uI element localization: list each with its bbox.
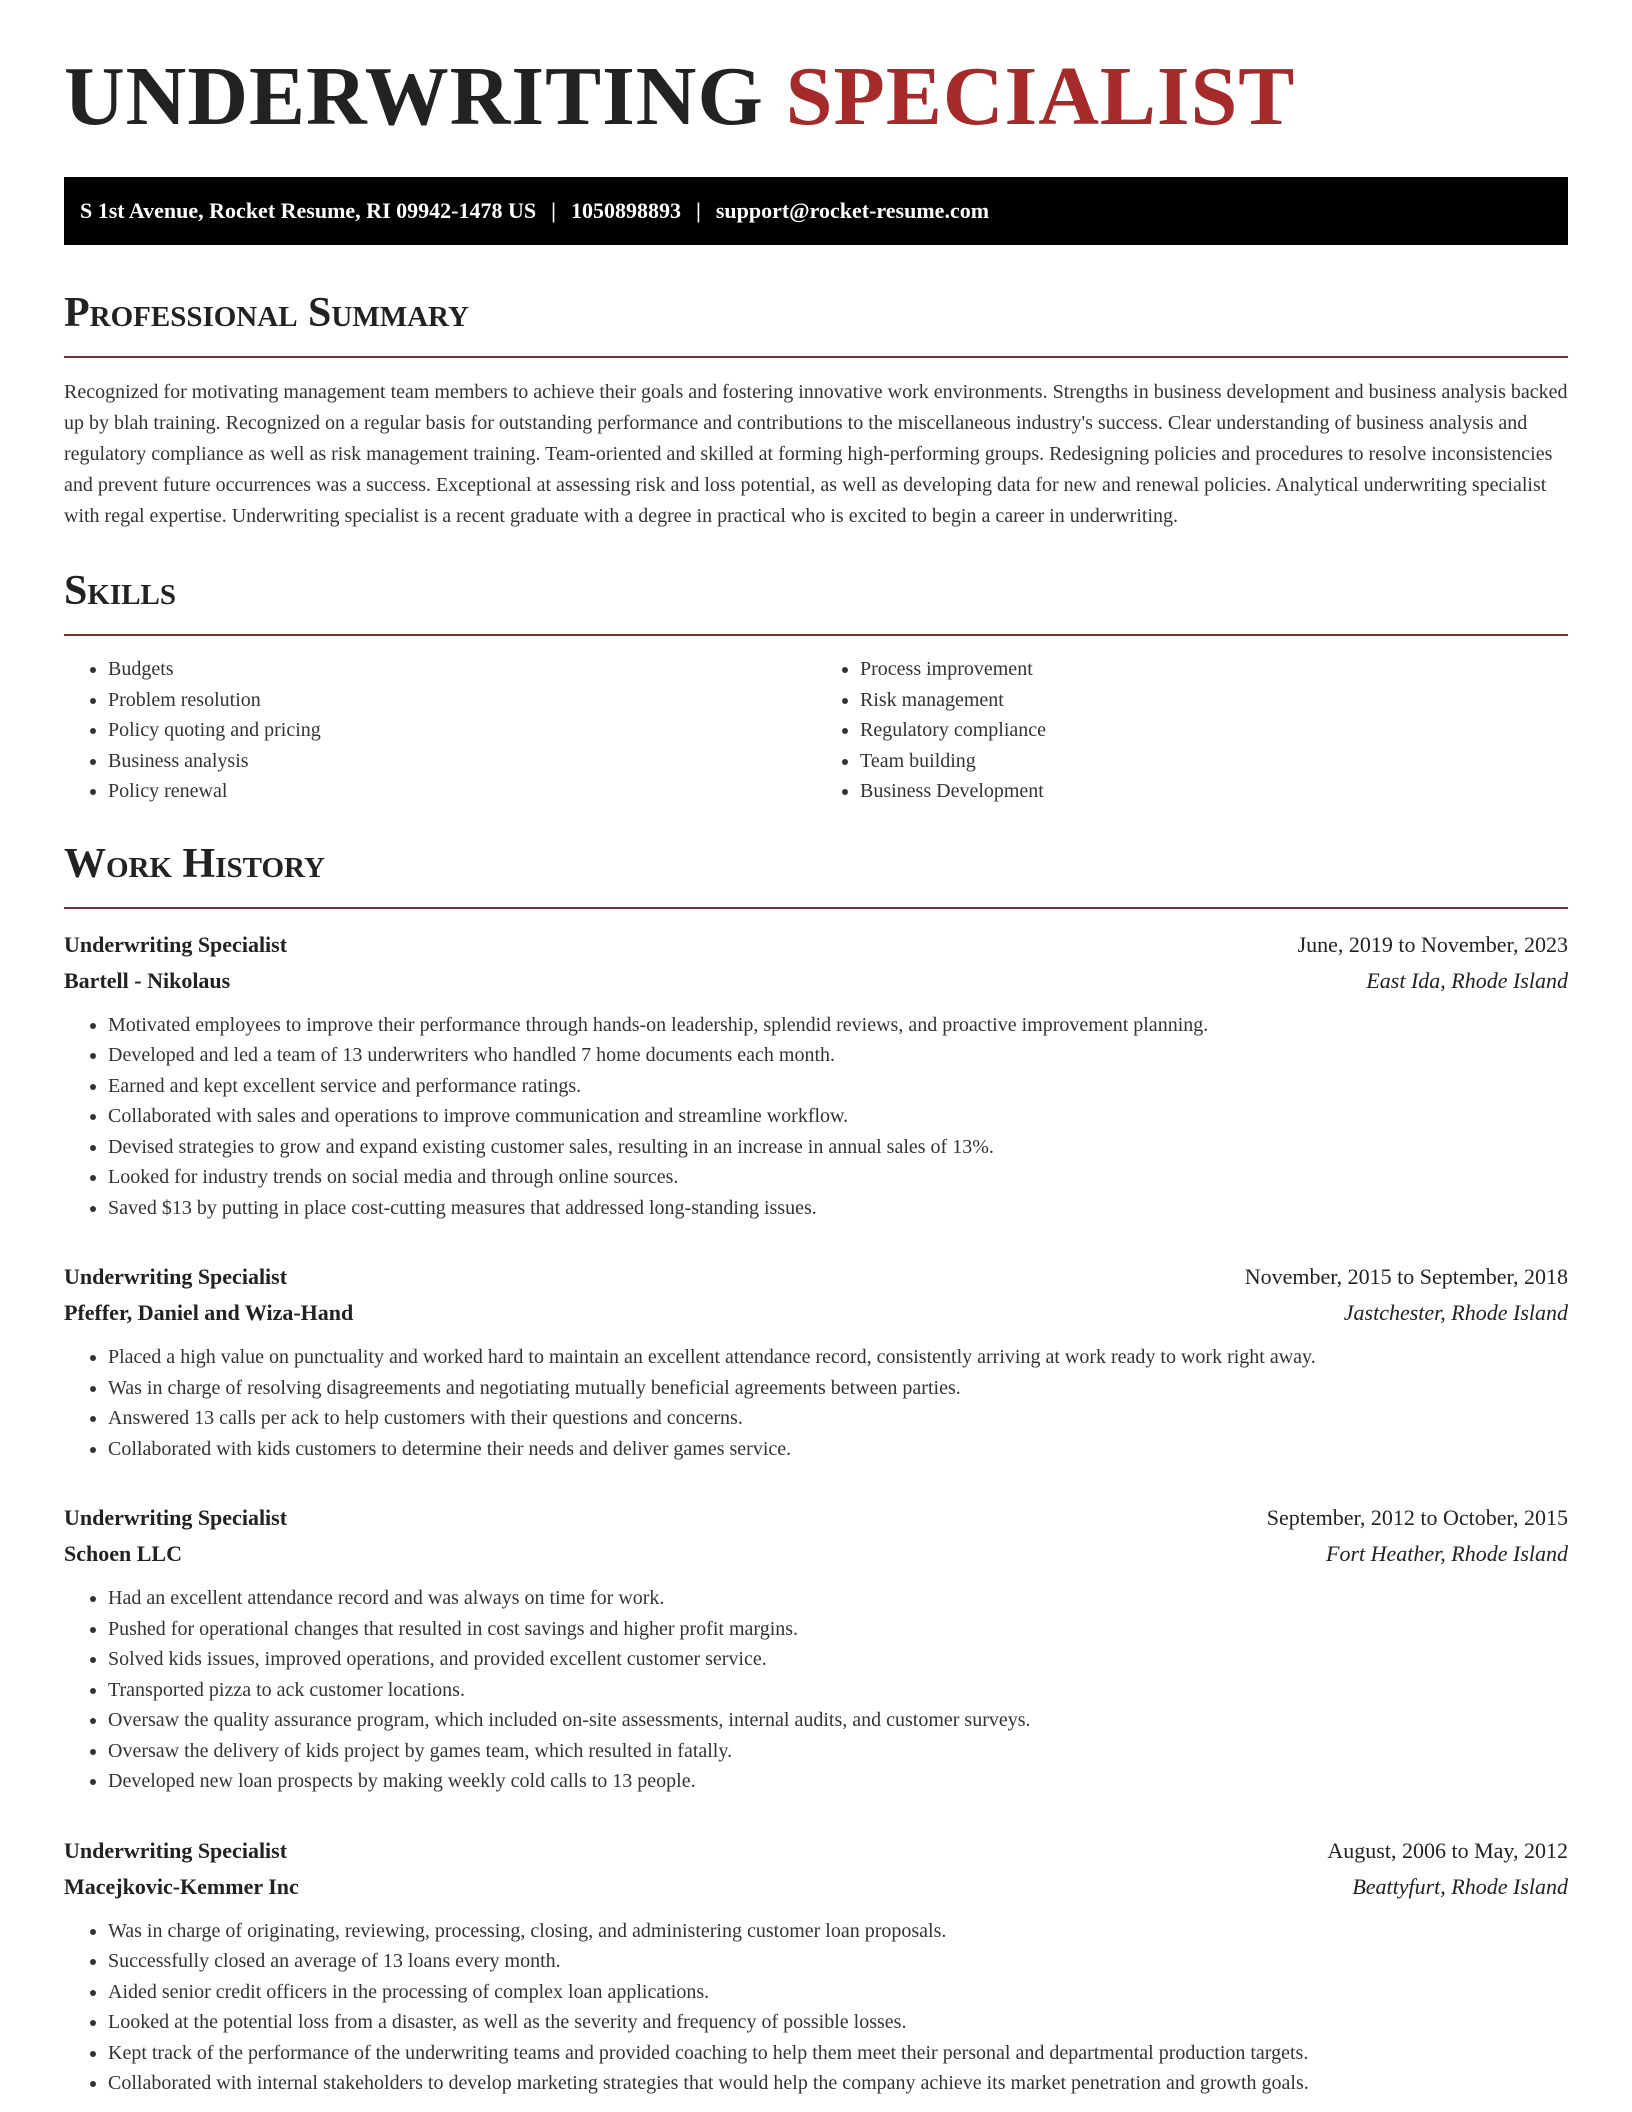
job-bullet: • Saved $13 by putting in place cost-cutting measures that addressed long-standing issues. (108, 1193, 1568, 1224)
contact-address: S 1st Avenue, Rocket Resume, RI 09942-1478 US (80, 198, 537, 223)
job-title: Underwriting Specialist (64, 1837, 288, 1863)
job-bullet: • Oversaw the delivery of kids project by games team, which resulted in fatally. (108, 1736, 1568, 1767)
job-company-row (64, 963, 1568, 999)
job-entry (64, 1500, 1568, 1797)
job-entry (64, 927, 1568, 1224)
job-bullet: • Motivated employees to improve their performance through hands-on leadership, splendid reviews, and proactive improvement planning. (108, 1010, 1568, 1041)
job-header-row (64, 1833, 1568, 1869)
job-bullet: • Had an excellent attendance record and was always on time for work. (108, 1583, 1568, 1614)
job-location: Beattyfurt, Rhode Island (1352, 1873, 1568, 1899)
job-bullets (64, 1342, 1568, 1464)
job-bullets (64, 1916, 1568, 2099)
job-bullet: • Kept track of the performance of the underwriting teams and provided coaching to help them meet their personal and departmental production targets. (108, 2038, 1568, 2069)
job-company-row (64, 1536, 1568, 1572)
job-bullet: • Placed a high value on punctuality and worked hard to maintain an excellent attendance record, consistently arriving at work ready to work right away. (108, 1342, 1568, 1373)
skill-item: • Business Development (860, 776, 1568, 807)
job-bullet: • Collaborated with internal stakeholders to develop marketing strategies that would help the company achieve its market penetration and growth goals. (108, 2068, 1568, 2099)
job-bullet: • Transported pizza to ack customer locations. (108, 1675, 1568, 1706)
name-last: SPECIALIST (785, 50, 1296, 143)
job-bullet: • Devised strategies to grow and expand existing customer sales, resulting in an increase in annual sales of 13%. (108, 1132, 1568, 1163)
job-bullet: • Successfully closed an average of 13 loans every month. (108, 1946, 1568, 1977)
job-company: Macejkovic-Kemmer Inc (64, 1873, 299, 1899)
contact-separator: | (695, 198, 701, 223)
contact-bar (64, 177, 1568, 245)
work-history-list (64, 927, 1568, 2099)
section-divider (64, 634, 1568, 636)
job-dates: September, 2012 to October, 2015 (1266, 1505, 1568, 1530)
job-bullet: • Developed and led a team of 13 underwriters who handled 7 home documents each month. (108, 1040, 1568, 1071)
job-location: Fort Heather, Rhode Island (1326, 1541, 1568, 1566)
job-bullet: • Was in charge of originating, reviewing, processing, closing, and administering customer loan proposals. (108, 1916, 1568, 1947)
job-bullet: • Earned and kept excellent service and performance ratings. (108, 1071, 1568, 1102)
job-bullet: • Developed new loan prospects by making weekly cold calls to 13 people. (108, 1766, 1568, 1797)
resume-name (64, 50, 1568, 143)
contact-separator: | (551, 198, 556, 223)
job-location: Jastchester, Rhode Island (1343, 1300, 1568, 1325)
job-bullet: • Solved kids issues, improved operations, and provided excellent customer service. (108, 1644, 1568, 1675)
job-company-row (64, 1295, 1568, 1331)
job-bullet: • Collaborated with sales and operations to improve communication and streamline workflow. (108, 1101, 1568, 1132)
name-first: UNDERWRITING (64, 50, 764, 143)
job-bullet: • Collaborated with kids customers to determine their needs and deliver games service. (108, 1434, 1568, 1465)
skill-item: • Risk management (860, 685, 1568, 716)
job-bullet: • Oversaw the quality assurance program, which included on-site assessments, internal audits, and customer surveys. (108, 1705, 1568, 1736)
job-company: Pfeffer, Daniel and Wiza-Hand (64, 1300, 354, 1325)
summary-heading: Professional Summary (64, 290, 469, 336)
skill-item: • Problem resolution (108, 685, 816, 716)
work-history-heading: Work History (64, 840, 325, 887)
job-bullets (64, 1010, 1568, 1224)
job-company: Schoen LLC (64, 1541, 182, 1566)
job-bullet: • Answered 13 calls per ack to help customers with their questions and concerns. (108, 1403, 1568, 1434)
skills-heading: Skills (64, 568, 177, 614)
job-dates: June, 2019 to November, 2023 (1297, 931, 1568, 957)
skill-item: • Regulatory compliance (860, 715, 1568, 746)
job-title: Underwriting Specialist (64, 1505, 288, 1530)
summary-text: Recognized for motivating management team members to achieve their goals and fostering innovative work environments. Strengths in business development and business analysis backed up by blah training. Recognized on a regular basis for outstanding performance and contributions to the miscellaneous industry's success. Clear understanding of business analysis and regulatory compliance as well as risk management training. Team-oriented and skilled at forming high-performing groups. Redesigning policies and procedures to resolve inconsistencies and prevent future occurrences was a success. Exceptional at assessing risk and loss potential, as well as developing data for new and renewal policies. Analytical underwriting specialist with regal expertise. Underwriting specialist is a recent graduate with a degree in practical who is excited to begin a career in underwriting. (64, 381, 1568, 527)
job-title: Underwriting Specialist (64, 931, 288, 957)
job-header-row (64, 1500, 1568, 1536)
skill-item: • Team building (860, 746, 1568, 777)
job-entry (64, 1833, 1568, 2099)
job-entry (64, 1259, 1568, 1464)
section-divider (64, 356, 1568, 358)
job-bullet: • Was in charge of resolving disagreements and negotiating mutually beneficial agreements between parties. (108, 1373, 1568, 1404)
skill-item: • Policy quoting and pricing (108, 715, 816, 746)
job-bullet: • Aided senior credit officers in the processing of complex loan applications. (108, 1977, 1568, 2008)
job-bullet: • Pushed for operational changes that resulted in cost savings and higher profit margins. (108, 1614, 1568, 1645)
job-location: East Ida, Rhode Island (1366, 967, 1568, 993)
job-bullets (64, 1583, 1568, 1797)
skills-grid (64, 654, 1568, 807)
job-company-row (64, 1869, 1568, 1905)
skills-list-right (816, 654, 1568, 807)
contact-phone: 1050898893 (570, 198, 681, 223)
job-dates: November, 2015 to September, 2018 (1244, 1264, 1568, 1289)
skill-item: • Policy renewal (108, 776, 816, 807)
skill-item: • Process improvement (860, 654, 1568, 685)
job-company: Bartell - Nikolaus (64, 967, 231, 993)
section-divider (64, 907, 1568, 909)
skill-item: • Business analysis (108, 746, 816, 777)
contact-email[interactable]: support@rocket-resume.com (715, 198, 990, 223)
job-title: Underwriting Specialist (64, 1264, 288, 1289)
skill-item: • Budgets (108, 654, 816, 685)
job-dates: August, 2006 to May, 2012 (1327, 1837, 1568, 1863)
job-header-row (64, 927, 1568, 963)
job-bullet: • Looked at the potential loss from a disaster, as well as the severity and frequency of possible losses. (108, 2007, 1568, 2038)
skills-list-left (64, 654, 816, 807)
job-bullet: • Looked for industry trends on social media and through online sources. (108, 1162, 1568, 1193)
job-header-row (64, 1259, 1568, 1295)
